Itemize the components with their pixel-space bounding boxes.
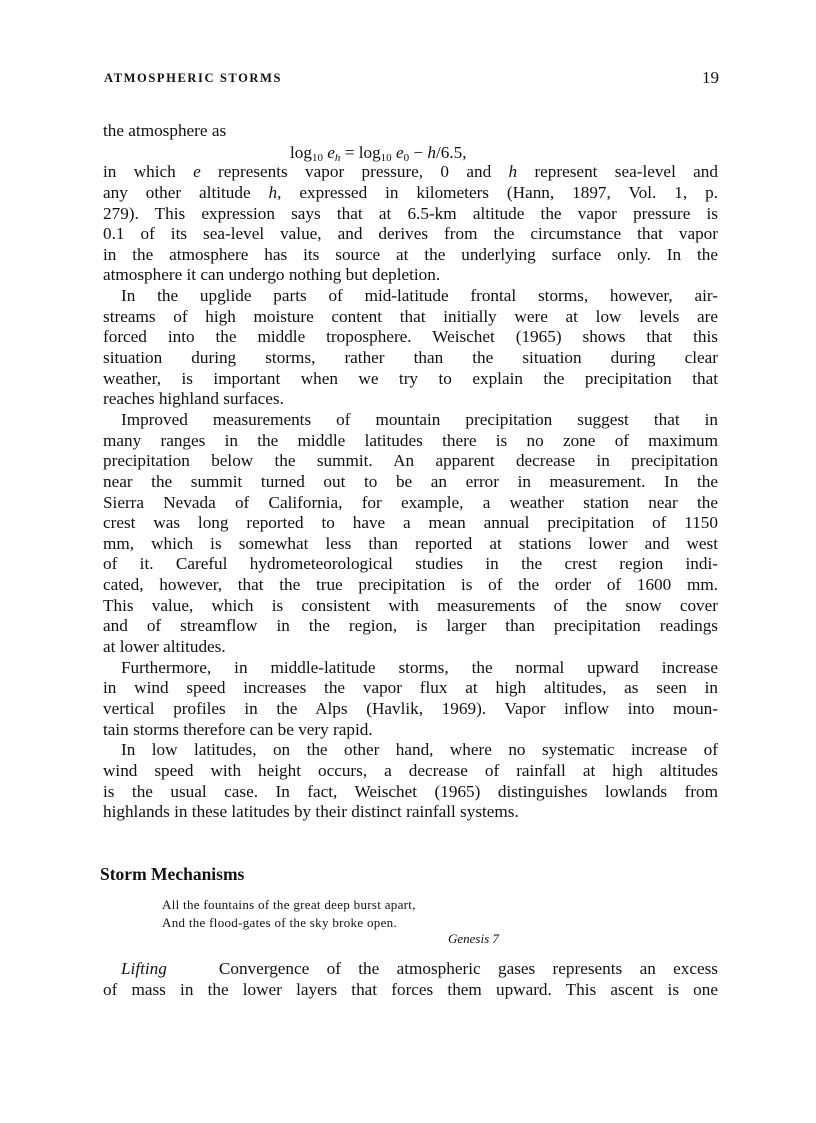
text-run: is the usual case. In fact, Weischet (1965) distinguishes lowlands from [103, 781, 718, 801]
text-run: This value, which is consistent with measurements of the snow cover [103, 595, 718, 615]
text-run: and of streamflow in the region, is larger than precipitation readings [103, 616, 718, 636]
text-line [103, 410, 718, 431]
text-run: In low latitudes, on the other hand, where no systematic increase of [121, 740, 718, 760]
text-line [103, 596, 718, 617]
text-line [103, 959, 718, 980]
text-run: wind speed with height occurs, a decrease of rainfall at high altitudes [103, 760, 718, 780]
text-line [103, 616, 718, 637]
text-line [103, 513, 718, 534]
text-run: Lifting [121, 959, 167, 978]
text-line [103, 493, 718, 514]
text-line [103, 245, 718, 266]
text-line [103, 472, 718, 493]
formula-part: h [427, 143, 436, 162]
formula-part: e [395, 143, 404, 162]
text-line [103, 720, 718, 741]
text-run: cated, however, that the true precipitation is of the order of 1600 mm. [103, 575, 718, 595]
text-run: any other altitude [103, 182, 269, 202]
text-run: in which [103, 162, 194, 182]
text-line [103, 761, 718, 782]
text-run: Furthermore, in middle-latitude storms, the normal upward increase [121, 657, 718, 677]
text-line [103, 802, 718, 823]
running-head: ATMOSPHERIC STORMS [104, 71, 283, 85]
text-line [103, 740, 718, 761]
text-line [103, 389, 718, 410]
formula-part: 10 [311, 152, 323, 164]
epigraph [162, 896, 416, 932]
text-run: h [508, 162, 518, 182]
text-line [103, 431, 718, 452]
text-line [103, 204, 718, 225]
text-run: represent sea-level and [517, 162, 718, 182]
section-heading: Storm Mechanisms [100, 864, 245, 884]
text-run: Improved measurements of mountain precipitation suggest that in [121, 409, 718, 429]
text-line [103, 534, 718, 555]
text-run: at lower altitudes. [103, 637, 226, 657]
epigraph-source: Genesis 7 [448, 931, 499, 946]
text-run: e [193, 162, 201, 182]
formula-part: e [327, 143, 335, 162]
text-run: of it. Careful hydrometeorological studies in the crest region indi- [103, 554, 718, 574]
text-run: 279). This expression says that at 6.5-km altitude the vapor pressure is [103, 203, 718, 223]
text-run: situation during storms, rather than the situation during clear [103, 348, 718, 368]
formula-part: h [334, 152, 341, 164]
text-line [103, 637, 718, 658]
text-run: , expressed in kilometers (Hann, 1897, Vol. 1, p. [277, 182, 718, 202]
text-run: in wind speed increases the vapor flux at high altitudes, as seen in [103, 678, 718, 698]
text-run: in the atmosphere has its source at the underlying surface only. In the [103, 244, 718, 264]
text-line [103, 658, 718, 679]
text-line [103, 121, 718, 142]
text-run: mm, which is somewhat less than reported at stations lower and west [103, 533, 718, 553]
epigraph-line: All the fountains of the great deep burst apart, [162, 897, 416, 912]
text-line [103, 327, 718, 348]
text-run: of mass in the lower layers that forces them upward. This ascent is one [103, 979, 718, 999]
text-line [103, 699, 718, 720]
body-text-top [103, 121, 718, 823]
text-line [103, 183, 718, 204]
text-run: near the summit turned out to be an error in measurement. In the [103, 471, 718, 491]
text-run: vertical profiles in the Alps (Havlik, 1969). Vapor inflow into moun- [103, 698, 718, 718]
text-line [103, 554, 718, 575]
text-line [103, 575, 718, 596]
text-run: atmosphere it can undergo nothing but depletion. [103, 265, 441, 285]
page-number: 19 [702, 68, 719, 87]
formula-part: − [409, 143, 428, 162]
text-line [103, 265, 718, 286]
text-run: Sierra Nevada of California, for example, a weather station near the [103, 492, 718, 512]
text-run: 0.1 of its sea-level value, and derives from the circumstance that vapor [103, 224, 718, 244]
text-run: represents vapor pressure, 0 and [200, 162, 509, 182]
text-run: weather, is important when we try to explain the precipitation that [103, 368, 718, 388]
text-run: forced into the middle troposphere. Weischet (1965) shows that this [103, 327, 718, 347]
text-run: tain storms therefore can be very rapid. [103, 719, 373, 739]
text-run: crest was long reported to have a mean annual precipitation of 1150 [103, 513, 718, 533]
text-run: streams of high moisture content that initially were at low levels are [103, 306, 718, 326]
formula-part: log [290, 143, 312, 162]
text-line [103, 980, 718, 1001]
text-run: precipitation below the summit. An apparent decrease in precipitation [103, 451, 718, 471]
text-run: highlands in these latitudes by their distinct rainfall systems. [103, 802, 519, 822]
text-run: many ranges in the middle latitudes there is no zone of maximum [103, 430, 718, 450]
text-line [103, 286, 718, 307]
text-run: In the upglide parts of mid-latitude frontal storms, however, air- [121, 286, 718, 306]
epigraph-line: And the flood-gates of the sky broke open. [162, 915, 397, 930]
formula-part: 0 [403, 152, 410, 164]
text-line [103, 307, 718, 328]
text-line [103, 224, 718, 245]
text-line [103, 348, 718, 369]
text-run: the atmosphere as [103, 121, 227, 140]
formula-part: = [340, 143, 359, 162]
formula-part: 10 [380, 152, 392, 164]
text-line [103, 678, 718, 699]
body-text-bottom [103, 959, 718, 1000]
formula-part: log [358, 143, 381, 162]
text-line [103, 782, 718, 803]
text-run: h [268, 182, 278, 202]
text-line [103, 451, 718, 472]
text-line [103, 162, 718, 183]
text-run: Convergence of the atmospheric gases represents an excess [166, 959, 718, 978]
vapor-pressure-formula [290, 143, 467, 164]
text-run: reaches highland surfaces. [103, 389, 284, 409]
text-line [103, 369, 718, 390]
formula-part: /6.5, [436, 143, 467, 162]
